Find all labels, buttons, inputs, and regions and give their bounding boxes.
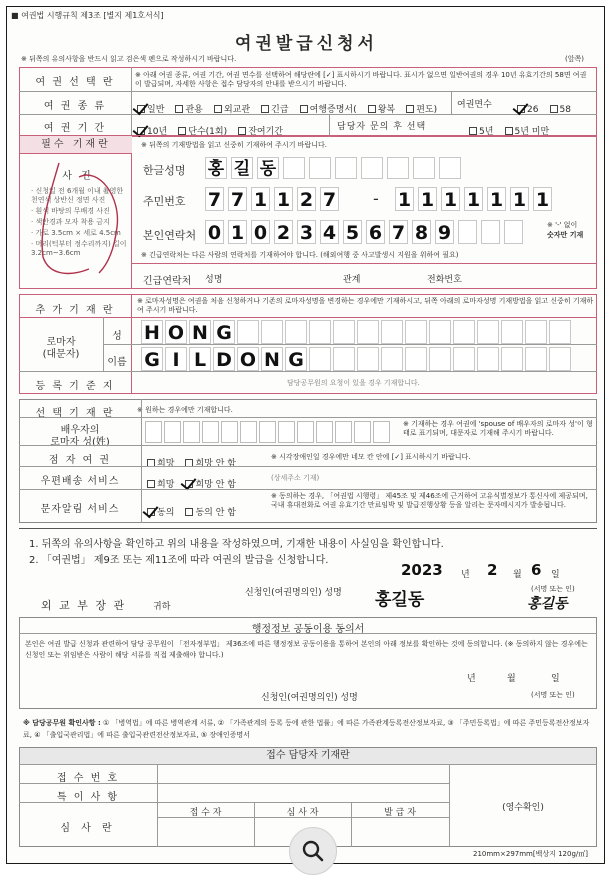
recipient-title: 외 교 부 장 관 bbox=[41, 599, 127, 612]
optional-label: 선 택 기 재 란 bbox=[35, 408, 115, 419]
phone-note-1: ※ '-' 없이 bbox=[547, 221, 578, 229]
rrn-digit-13[interactable]: 1 bbox=[533, 187, 552, 211]
emergency-label: 긴급연락처 bbox=[143, 276, 192, 287]
name-char-1[interactable]: 홍 bbox=[205, 157, 227, 179]
sms-options bbox=[147, 500, 242, 519]
issuer-col: 발 급 자 bbox=[384, 808, 416, 818]
surname-char-4[interactable]: G bbox=[213, 320, 235, 344]
braille-no-option[interactable]: 희망 안 함 bbox=[185, 459, 236, 469]
mail-label: 우편배송 서비스 bbox=[40, 476, 120, 487]
period-10y-option[interactable]: 10년 bbox=[137, 127, 167, 137]
name-char-5[interactable] bbox=[309, 157, 331, 179]
surname-char-1[interactable]: H bbox=[141, 320, 163, 344]
type-roundtrip-option[interactable]: 왕복 bbox=[368, 105, 395, 115]
given-char-17[interactable] bbox=[525, 347, 547, 371]
consent-day-unit: 일 bbox=[551, 674, 560, 684]
phone-digit-10[interactable]: 8 bbox=[412, 220, 431, 244]
register-label: 등 록 기 준 지 bbox=[35, 381, 115, 392]
phone-digit-13[interactable] bbox=[481, 220, 500, 244]
surname-char-8[interactable] bbox=[309, 320, 331, 344]
pages-26-option[interactable]: 26 bbox=[517, 105, 538, 115]
date-month-unit: 월 bbox=[513, 570, 522, 580]
type-oneway-option[interactable]: 편도) bbox=[406, 105, 437, 115]
given-char-4[interactable]: D bbox=[213, 347, 235, 371]
receiver-col: 접 수 자 bbox=[189, 808, 222, 818]
applicant-name[interactable]: 홍길동 bbox=[375, 590, 425, 610]
required-label: 필수 기재란 bbox=[20, 136, 132, 154]
sms-agree-option[interactable]: 동의 bbox=[147, 508, 174, 518]
rrn-digit-12[interactable]: 1 bbox=[510, 187, 529, 211]
rrn-digit-7[interactable]: 1 bbox=[395, 187, 414, 211]
surname-char-6[interactable] bbox=[261, 320, 283, 344]
photo-note-2: · 흰색 바탕의 무배경 사진 bbox=[31, 207, 110, 215]
given-char-15[interactable] bbox=[477, 347, 499, 371]
officer-check-label: ※ 담당공무원 확인사항 : bbox=[23, 719, 101, 727]
additional-label: 추 가 기 재 란 bbox=[35, 305, 115, 316]
applicant-sign-label: (서명 또는 인) bbox=[531, 585, 575, 593]
surname-char-5[interactable] bbox=[237, 320, 259, 344]
consent-year-unit: 년 bbox=[467, 674, 476, 684]
name-char-2[interactable]: 길 bbox=[231, 157, 253, 179]
surname-char-17[interactable] bbox=[525, 320, 547, 344]
passport-pages-label: 여권면수 bbox=[457, 100, 492, 110]
additional-note: ※ 로마자성명은 여권을 처음 신청하거나 기존의 로마자성명을 변경하는 경우에만 기재하시고, 뒤쪽 아래의 로마자성명 기재방법을 읽고 신중히 기재하여 주시기 바랍니다. bbox=[137, 297, 594, 314]
given-char-2[interactable]: I bbox=[165, 347, 187, 371]
mail-yes-option[interactable]: 희망 bbox=[147, 480, 174, 490]
name-char-8[interactable] bbox=[387, 157, 409, 179]
period-under5y-option[interactable]: 5년 미만 bbox=[505, 127, 550, 137]
name-char-6[interactable] bbox=[335, 157, 357, 179]
date-day-unit: 일 bbox=[551, 570, 560, 580]
phone-digit-8[interactable]: 6 bbox=[366, 220, 385, 244]
surname-char-3[interactable]: N bbox=[189, 320, 211, 344]
receipt-stamp-label: (영수확인) bbox=[502, 803, 544, 813]
given-char-13[interactable] bbox=[429, 347, 451, 371]
register-hint[interactable]: 담당공무원의 요청이 있을 경우 기재합니다. bbox=[287, 379, 420, 387]
phone-label: 본인연락처 bbox=[143, 229, 197, 242]
rrn-digit-9[interactable]: 1 bbox=[441, 187, 460, 211]
zoom-button[interactable] bbox=[289, 827, 337, 875]
reception-title: 접수 담당자 기재란 bbox=[20, 748, 596, 764]
rrn-digit-8[interactable]: 1 bbox=[418, 187, 437, 211]
recipient-suffix: 귀하 bbox=[153, 602, 171, 612]
emergency-name-label: 성명 bbox=[205, 275, 223, 285]
date-month[interactable]: 2 bbox=[487, 561, 498, 579]
applicant-name-label: 신청인(여권명의인) 성명 bbox=[245, 588, 342, 598]
special-notes-label: 특 이 사 항 bbox=[56, 792, 120, 803]
surname-char-13[interactable] bbox=[429, 320, 451, 344]
declaration-line-2: 2. 「여권법」 제9조 또는 제11조에 따라 여권의 발급을 신청합니다. bbox=[29, 555, 329, 566]
name-char-10[interactable] bbox=[439, 157, 461, 179]
phone-digit-3[interactable]: 0 bbox=[251, 220, 270, 244]
sms-note: ※ 동의하는 경우, 「여권법 시행령」 제45조 및 제46조에 근거하여 고유식별정보가 통신사에 제공되며, 국내 휴대전화로 여권 유효기간 만료임박 및 발급진행상황 등을 알리는 문자메시지가 발송됩니다. bbox=[271, 492, 588, 509]
korean-name-label: 한글성명 bbox=[143, 164, 186, 177]
given-name-label: 이름 bbox=[107, 357, 127, 368]
passport-pages-options bbox=[517, 97, 577, 116]
name-char-9[interactable] bbox=[413, 157, 435, 179]
spouse-note: ※ 기재하는 경우 여권에 'spouse of 배우자의 로마자 성'이 형태로 표기되며, 대문자로 기재해 주시기 바랍니다. bbox=[403, 420, 593, 437]
surname-char-2[interactable]: O bbox=[165, 320, 187, 344]
emergency-relation-label: 관계 bbox=[343, 275, 361, 285]
given-char-16[interactable] bbox=[501, 347, 523, 371]
magnifier-icon bbox=[290, 828, 338, 876]
photo-note-4: · 가로 3.5cm × 세로 4.5cm bbox=[31, 229, 121, 237]
passport-type-label: 여 권 종 류 bbox=[43, 101, 107, 112]
applicant-signature[interactable]: 홍길동 bbox=[527, 596, 568, 612]
phone-digit-2[interactable]: 1 bbox=[228, 220, 247, 244]
phone-digit-7[interactable]: 5 bbox=[343, 220, 362, 244]
phone-digit-11[interactable]: 9 bbox=[435, 220, 454, 244]
sms-disagree-option[interactable]: 동의 안 함 bbox=[185, 508, 236, 518]
phone-digit-9[interactable]: 7 bbox=[389, 220, 408, 244]
passport-select-note: ※ 아래 여권 종류, 여권 기간, 여권 면수를 선택하여 해당란에 [✓] 표시하시기 바랍니다. 표시가 없으면 일반여권의 경우 10년 유효기간의 58면 여권이 발급되며, 자세한 사항은 접수 담당자의 안내를 받으시기 바랍니다. bbox=[135, 71, 587, 88]
braille-yes-option[interactable]: 희망 bbox=[147, 459, 174, 469]
given-char-18[interactable] bbox=[549, 347, 571, 371]
given-char-8[interactable] bbox=[309, 347, 331, 371]
given-char-11[interactable] bbox=[381, 347, 403, 371]
phone-note-2: 숫자만 기재 bbox=[547, 231, 584, 239]
photo-note-3: · 색안경과 모자 착용 금지 bbox=[31, 218, 110, 226]
given-char-9[interactable] bbox=[333, 347, 355, 371]
rrn-digit-5[interactable]: 2 bbox=[297, 187, 316, 211]
phone-digit-5[interactable]: 3 bbox=[297, 220, 316, 244]
officer-check-text bbox=[23, 717, 593, 741]
passport-type-options bbox=[137, 97, 443, 116]
rrn-digit-3[interactable]: 1 bbox=[251, 187, 270, 211]
period-remaining-option[interactable]: 잔여기간 bbox=[238, 127, 283, 137]
given-char-1[interactable]: G bbox=[141, 347, 163, 371]
officer-check-items: ① 「병역법」에 따른 병역관계 서류, ② 「가족관계의 등록 등에 관한 법률」에 따른 가족관계등록전산정보자료, ③ 「주민등록법」에 따른 주민등록전산정보자료, ④ 「출입국관리법」에 따른 출입국관련전산정보자료, ⑤ 장애인증명서 bbox=[23, 719, 590, 739]
photo-note-1: · 신청일 전 6개월 이내 촬영한 천연색 상반신 정면 사진 bbox=[31, 187, 124, 204]
name-char-4[interactable] bbox=[283, 157, 305, 179]
type-emergency-option[interactable]: 긴급 bbox=[261, 105, 288, 115]
phone-digit-1[interactable]: 0 bbox=[205, 220, 224, 244]
spouse-sub-label: 로마자 성(姓) bbox=[50, 437, 110, 448]
given-char-14[interactable] bbox=[453, 347, 475, 371]
braille-note: ※ 시각장애인일 경우에만 네모 칸 안에 [✓] 표시하시기 바랍니다. bbox=[271, 453, 471, 461]
consent-month-unit: 월 bbox=[507, 674, 516, 684]
phone-digit-6[interactable]: 4 bbox=[320, 220, 339, 244]
surname-char-10[interactable] bbox=[357, 320, 379, 344]
period-single-option[interactable]: 단수(1회) bbox=[178, 127, 227, 137]
consent-applicant-label: 신청인(여권명의인) 성명 bbox=[261, 693, 358, 703]
surname-char-9[interactable] bbox=[333, 320, 355, 344]
name-char-3[interactable]: 동 bbox=[257, 157, 279, 179]
receipt-number-label: 접 수 번 호 bbox=[56, 773, 120, 784]
rrn-label: 주민번호 bbox=[143, 195, 186, 208]
type-diplomat-option[interactable]: 외교관 bbox=[214, 105, 250, 115]
given-char-12[interactable] bbox=[405, 347, 427, 371]
surname-char-14[interactable] bbox=[453, 320, 475, 344]
photo-title: 사 진 bbox=[62, 171, 94, 182]
emergency-note: ※ 긴급연락처는 다른 사람의 연락처를 기재하여야 합니다. (해외여행 중 사고발생시 지원을 위하여 필요) bbox=[141, 251, 459, 259]
surname-label: 성 bbox=[112, 331, 122, 342]
period-5y-option[interactable]: 5년 bbox=[469, 127, 493, 137]
phone-digit-14[interactable] bbox=[504, 220, 523, 244]
given-char-7[interactable]: G bbox=[285, 347, 307, 371]
given-char-6[interactable]: N bbox=[261, 347, 283, 371]
braille-options bbox=[147, 451, 242, 470]
sms-label: 문자알림 서비스 bbox=[40, 504, 120, 515]
mail-no-option[interactable]: 희망 안 함 bbox=[185, 480, 236, 490]
required-note: ※ 뒤쪽의 기재방법을 읽고 신중히 기재하여 주시기 바랍니다. bbox=[141, 141, 327, 149]
consent-body: 본인은 여권 발급 신청과 관련하여 담당 공무원이 「전자정부법」 제36조에 따른 행정정보 공동이용을 통하여 본인의 아래 정보를 확인하는 것에 동의합니다. (※ 동의하지 않는 경우에는 신청인 또는 위임받은 사람이 해당 서류를 직접 제출해야 합니다.) bbox=[25, 640, 588, 659]
paper-spec: 210mm×297mm[백상지 120g/㎡] bbox=[473, 850, 588, 858]
pages-58-option[interactable]: 58 bbox=[550, 105, 571, 115]
page-title: 여권발급신청서 bbox=[235, 34, 378, 54]
application-form bbox=[6, 6, 605, 864]
rrn-digit-11[interactable]: 1 bbox=[487, 187, 506, 211]
name-char-7[interactable] bbox=[361, 157, 383, 179]
rrn-digit-4[interactable]: 1 bbox=[274, 187, 293, 211]
type-official-option[interactable]: 관용 bbox=[175, 105, 202, 115]
photo-note-5: · 머리(턱부터 정수리까지) 길이 3.2cm~3.6cm bbox=[31, 240, 127, 257]
roman-sub-label: (대문자) bbox=[42, 349, 80, 360]
page-side: (앞쪽) bbox=[565, 55, 584, 63]
photo-outline-marks bbox=[29, 157, 127, 281]
surname-char-11[interactable] bbox=[381, 320, 403, 344]
rrn-digit-10[interactable]: 1 bbox=[464, 187, 483, 211]
surname-char-12[interactable] bbox=[405, 320, 427, 344]
surname-char-7[interactable] bbox=[285, 320, 307, 344]
review-label: 심 사 란 bbox=[60, 823, 116, 834]
declaration-line-1: 1. 뒤쪽의 유의사항을 확인하고 위의 내용을 작성하였으며, 기재한 내용이 사실임을 확인합니다. bbox=[29, 539, 444, 550]
surname-char-15[interactable] bbox=[477, 320, 499, 344]
spouse-label: 배우자의 bbox=[60, 425, 100, 436]
officer-select-label: 담당자 문의 후 선택 bbox=[337, 122, 427, 132]
top-notice: ※ 뒤쪽의 유의사항을 반드시 읽고 검은색 펜으로 작성하시기 바랍니다. bbox=[21, 55, 237, 63]
passport-select-label: 여 권 선 택 란 bbox=[35, 77, 115, 88]
roman-label: 로마자 bbox=[46, 337, 76, 348]
mail-address-hint[interactable]: (상세주소 기재) bbox=[271, 474, 320, 482]
type-general-option[interactable]: 일반 bbox=[137, 105, 164, 115]
date-day[interactable]: 6 bbox=[531, 561, 542, 579]
given-char-3[interactable]: L bbox=[189, 347, 211, 371]
consent-title: 행정정보 공동이용 동의서 bbox=[251, 624, 365, 635]
emergency-phone-label: 전화번호 bbox=[427, 275, 462, 285]
surname-char-16[interactable] bbox=[501, 320, 523, 344]
rrn-digit-6[interactable]: 7 bbox=[320, 187, 339, 211]
rrn-digit-1[interactable]: 7 bbox=[205, 187, 224, 211]
optional-note: ※ 원하는 경우에만 기재합니다. bbox=[137, 406, 233, 414]
photo-area[interactable] bbox=[29, 157, 127, 281]
rrn-digit-2[interactable]: 7 bbox=[228, 187, 247, 211]
passport-period-label: 여 권 기 간 bbox=[43, 123, 107, 134]
date-year-unit: 년 bbox=[461, 570, 470, 580]
type-travel-cert-option[interactable]: 여행증명서( bbox=[300, 105, 357, 115]
rrn-dash: - bbox=[373, 189, 379, 208]
reviewer-col: 심 사 자 bbox=[286, 808, 319, 818]
braille-label: 점 자 여 권 bbox=[48, 455, 112, 466]
given-char-10[interactable] bbox=[357, 347, 379, 371]
given-char-5[interactable]: O bbox=[237, 347, 259, 371]
consent-sign-label[interactable]: (서명 또는 인) bbox=[531, 691, 575, 699]
phone-digit-12[interactable] bbox=[458, 220, 477, 244]
surname-char-18[interactable] bbox=[549, 320, 571, 344]
phone-digit-4[interactable]: 2 bbox=[274, 220, 293, 244]
law-reference: ■ 여권법 시행규칙 제3조 [별지 제1호서식] bbox=[11, 11, 164, 20]
date-year[interactable]: 2023 bbox=[401, 561, 443, 579]
